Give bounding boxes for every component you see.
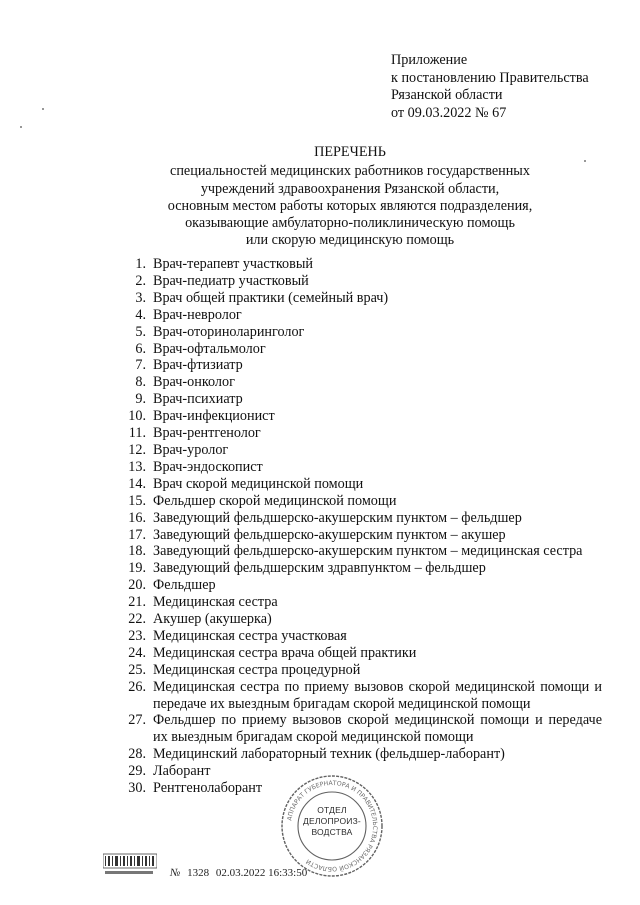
list-item: 29. Лаборант bbox=[128, 763, 211, 780]
list-item: 30. Рентгенолаборант bbox=[128, 780, 263, 797]
appendix-date-number: от 09.03.2022 № 67 bbox=[391, 104, 507, 121]
scan-speck bbox=[584, 160, 586, 162]
list-item: 10. Врач-инфекционист bbox=[128, 408, 275, 425]
appendix-block bbox=[391, 52, 589, 122]
list-item: 21. Медицинская сестра bbox=[128, 594, 278, 611]
list-item: 20. Фельдшер bbox=[128, 577, 216, 594]
list-item: 1. Врач-терапевт участковый bbox=[135, 256, 313, 272]
list-item: 22. Акушер (акушерка) bbox=[128, 611, 272, 628]
stamp-line: ОТДЕЛ bbox=[317, 805, 347, 815]
list-item: 14. Врач скорой медицинской помощи bbox=[128, 475, 364, 492]
title-line: основным местом работы которых являются подразделения, bbox=[167, 197, 533, 214]
list-item: 26. Медицинская сестра по приему вызовов скорой медицинской помощи и передаче их выездным бригадам скорой медицинской помощи bbox=[128, 678, 602, 712]
list-item: 6. Врач-офтальмолог bbox=[135, 340, 266, 357]
list-item: 2. Врач-педиатр участковый bbox=[135, 272, 309, 289]
list-item: 25. Медицинская сестра процедурной bbox=[128, 661, 361, 678]
title-line: специальностей медицинских работников государственных bbox=[170, 163, 530, 180]
scan-speck bbox=[20, 126, 22, 128]
appendix-region: Рязанской области bbox=[391, 87, 503, 103]
list-item: 12. Врач-уролог bbox=[128, 441, 229, 458]
list-item: 27. Фельдшер по приему вызовов скорой медицинской помощи и передаче их выездным бригадам скорой медицинской помощи bbox=[128, 712, 602, 746]
appendix-decree: к постановлению Правительства bbox=[391, 69, 589, 86]
stamp-line: ДЕЛОПРОИЗ- bbox=[303, 816, 361, 826]
list-item: 19. Заведующий фельдшерским здравпунктом – фельдшер bbox=[128, 560, 486, 577]
registration-number-sign: № bbox=[170, 867, 181, 879]
list-item: 15. Фельдшер скорой медицинской помощи bbox=[128, 492, 397, 509]
title-line: оказывающие амбулаторно-поликлиническую помощь bbox=[185, 215, 515, 232]
list-item: 7. Врач-фтизиатр bbox=[135, 357, 243, 374]
barcode-icon bbox=[103, 852, 157, 878]
list-item: 11. Врач-рентгенолог bbox=[128, 425, 261, 442]
list-item: 4. Врач-невролог bbox=[135, 306, 242, 323]
stamp-inner-text bbox=[280, 805, 384, 838]
title-line: учреждений здравоохранения Рязанской области, bbox=[200, 180, 500, 197]
list-item: 23. Медицинская сестра участковая bbox=[128, 627, 347, 644]
list-item: 8. Врач-онколог bbox=[135, 374, 235, 391]
list-item: 28. Медицинский лабораторный техник (фельдшер-лаборант) bbox=[128, 746, 505, 763]
stamp-ring-text: АППАРАТ ГУБЕРНАТОРА И ПРАВИТЕЛЬСТВА РЯЗАНСКОЙ ОБЛАСТИ bbox=[286, 779, 379, 873]
appendix-label: Приложение bbox=[391, 52, 468, 68]
registration-stamp bbox=[170, 867, 307, 879]
scan-speck bbox=[42, 108, 44, 110]
list-item: 3. Врач общей практики (семейный врач) bbox=[135, 289, 389, 306]
title-heading: ПЕРЕЧЕНЬ bbox=[314, 144, 386, 160]
office-stamp bbox=[280, 774, 384, 878]
registration-number: 1328 bbox=[187, 867, 210, 879]
list-item: 24. Медицинская сестра врача общей практики bbox=[128, 644, 417, 661]
specialty-list bbox=[110, 256, 602, 797]
list-item: 13. Врач-эндоскопист bbox=[128, 458, 263, 475]
document-title bbox=[120, 144, 580, 250]
stamp-line: ВОДСТВА bbox=[311, 827, 353, 837]
title-line: или скорую медицинскую помощь bbox=[245, 232, 455, 249]
list-item: 5. Врач-оториноларинголог bbox=[135, 323, 305, 340]
registration-datetime: 02.03.2022 16:33:50 bbox=[215, 867, 308, 879]
list-item: 16. Заведующий фельдшерско-акушерским пунктом – фельдшер bbox=[128, 509, 522, 526]
list-item: 18. Заведующий фельдшерско-акушерским пунктом – медицинская сестра bbox=[128, 543, 583, 560]
list-item: 9. Врач-психиатр bbox=[135, 391, 243, 408]
list-item: 17. Заведующий фельдшерско-акушерским пунктом – акушер bbox=[128, 526, 506, 543]
